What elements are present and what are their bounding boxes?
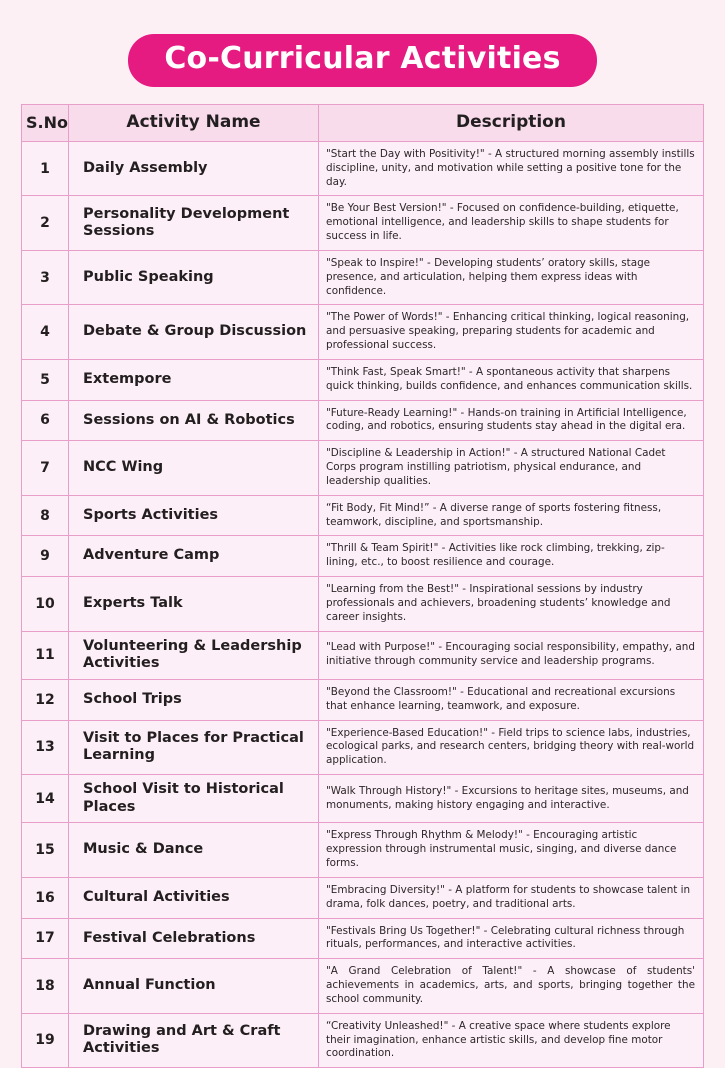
cell-sno: 7 [22,441,69,495]
cell-description: “Fit Body, Fit Mind!” - A diverse range of sports fostering fitness, teamwork, discipline, and sportsmanship. [319,495,704,536]
table-row [22,305,704,359]
cell-sno: 19 [22,1013,69,1067]
table-row [22,495,704,536]
cell-description: "Discipline & Leadership in Action!" - A structured National Cadet Corps program instilling patriotism, physical endurance, and leadership qualities. [319,441,704,495]
cell-activity-name: Public Speaking [69,250,319,304]
table-row [22,536,704,577]
table-row [22,959,704,1013]
cell-sno: 1 [22,142,69,196]
cell-description: "Embracing Diversity!" - A platform for students to showcase talent in drama, folk dances, poetry, and traditional arts. [319,877,704,918]
cell-activity-name: Daily Assembly [69,142,319,196]
cell-description: "Express Through Rhythm & Melody!" - Encouraging artistic expression through instrumental music, singing, and diverse dance forms. [319,823,704,877]
cell-activity-name: Adventure Camp [69,536,319,577]
cell-sno: 4 [22,305,69,359]
cell-sno: 18 [22,959,69,1013]
cell-sno: 15 [22,823,69,877]
cell-description: "Festivals Bring Us Together!" - Celebrating cultural richness through rituals, performances, and interactive activities. [319,918,704,959]
table-header [22,105,704,142]
cell-activity-name: Debate & Group Discussion [69,305,319,359]
cell-description: "Thrill & Team Spirit!" - Activities like rock climbing, trekking, zip-lining, etc., to boost resilience and courage. [319,536,704,577]
column-header-description: Description [319,105,704,142]
cell-description: "Think Fast, Speak Smart!" - A spontaneous activity that sharpens quick thinking, builds confidence, and enhances communication skills. [319,359,704,400]
cell-activity-name: Sports Activities [69,495,319,536]
table-row [22,577,704,631]
table-row [22,679,704,720]
cell-activity-name: Personality Development Sessions [69,196,319,250]
cell-description: "Speak to Inspire!" - Developing students’ oratory skills, stage presence, and articulation, helping them express ideas with confidence. [319,250,704,304]
cell-description: "Start the Day with Positivity!" - A structured morning assembly instills discipline, unity, and motivation while setting a positive tone for the day. [319,142,704,196]
table-row [22,918,704,959]
page-title: Co-Curricular Activities [128,34,596,87]
table-row [22,823,704,877]
cell-description: "A Grand Celebration of Talent!" - A showcase of students' achievements in academics, arts, and sports, bringing together the school community. [319,959,704,1013]
column-header-activity-name: Activity Name [69,105,319,142]
cell-sno: 9 [22,536,69,577]
cell-sno: 16 [22,877,69,918]
page-title-container [0,34,725,87]
cell-sno: 10 [22,577,69,631]
cell-activity-name: School Visit to Historical Places [69,775,319,823]
cell-description: "Beyond the Classroom!" - Educational and recreational excursions that enhance learning, teamwork, and exposure. [319,679,704,720]
cell-sno: 8 [22,495,69,536]
cell-activity-name: School Trips [69,679,319,720]
cell-activity-name: Experts Talk [69,577,319,631]
cell-description: "Experience-Based Education!" - Field trips to science labs, industries, ecological parks, and research centers, bridging theory with real-world application. [319,720,704,774]
table-row [22,196,704,250]
cell-description: "Walk Through History!" - Excursions to heritage sites, museums, and monuments, making history engaging and interactive. [319,775,704,823]
cell-description: "Learning from the Best!" - Inspirational sessions by industry professionals and achievers, broadening students’ knowledge and career insights. [319,577,704,631]
activities-table [21,104,704,1068]
cell-activity-name: Volunteering & Leadership Activities [69,631,319,679]
table-row [22,877,704,918]
table-row [22,720,704,774]
cell-activity-name: Festival Celebrations [69,918,319,959]
cell-activity-name: NCC Wing [69,441,319,495]
table-row [22,441,704,495]
cell-sno: 13 [22,720,69,774]
cell-activity-name: Sessions on AI & Robotics [69,400,319,441]
cell-activity-name: Extempore [69,359,319,400]
cell-sno: 3 [22,250,69,304]
table-row [22,142,704,196]
table-row [22,250,704,304]
table-row [22,775,704,823]
cell-description: "The Power of Words!" - Enhancing critical thinking, logical reasoning, and persuasive speaking, preparing students for academic and professional success. [319,305,704,359]
cell-activity-name: Cultural Activities [69,877,319,918]
table-header-row [22,105,704,142]
cell-sno: 11 [22,631,69,679]
table-row [22,400,704,441]
cell-sno: 14 [22,775,69,823]
table-row [22,359,704,400]
cell-description: "Be Your Best Version!" - Focused on confidence-building, etiquette, emotional intelligence, and leadership skills to shape students for success in life. [319,196,704,250]
cell-activity-name: Drawing and Art & Craft Activities [69,1013,319,1067]
table-row [22,1013,704,1067]
cell-description: “Creativity Unleashed!" - A creative space where students explore their imagination, enhance artistic skills, and develop fine motor coordination. [319,1013,704,1067]
cell-description: "Lead with Purpose!" - Encouraging social responsibility, empathy, and initiative through community service and leadership programs. [319,631,704,679]
cell-description: "Future-Ready Learning!" - Hands-on training in Artificial Intelligence, coding, and robotics, ensuring students stay ahead in the digital era. [319,400,704,441]
cell-activity-name: Annual Function [69,959,319,1013]
table-body [22,142,704,1068]
cell-activity-name: Music & Dance [69,823,319,877]
cell-sno: 17 [22,918,69,959]
cell-activity-name: Visit to Places for Practical Learning [69,720,319,774]
cell-sno: 2 [22,196,69,250]
column-header-sno: S.No [22,105,69,142]
activities-table-container [21,104,703,1068]
table-row [22,631,704,679]
cell-sno: 6 [22,400,69,441]
cell-sno: 12 [22,679,69,720]
cell-sno: 5 [22,359,69,400]
